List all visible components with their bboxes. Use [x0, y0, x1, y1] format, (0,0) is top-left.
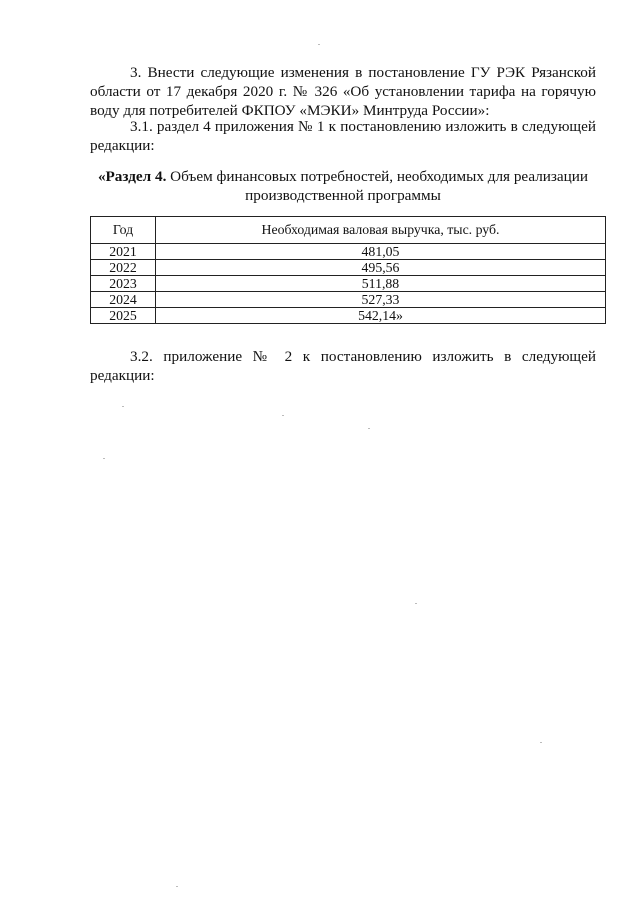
- paragraph-3: 3. Внести следующие изменения в постановление ГУ РЭК Рязанской области от 17 декабря 2020 г. № 326 «Об установлении тарифа на горячую воду для потребителей ФКПОУ «МЭКИ» Минтруда России»:: [90, 64, 596, 119]
- table-row: [91, 308, 606, 324]
- cell-year: 2021: [91, 244, 156, 260]
- cell-revenue: 527,33: [156, 292, 606, 308]
- cell-revenue: 495,56: [156, 260, 606, 276]
- cell-year: 2023: [91, 276, 156, 292]
- table-row: [91, 260, 606, 276]
- paragraph-3-1: 3.1. раздел 4 приложения № 1 к постановлению изложить в следующей редакции:: [90, 118, 596, 154]
- table-header-row: [91, 217, 606, 244]
- header-year: Год: [91, 217, 156, 244]
- paragraph-3-2: 3.2. приложение № 2 к постановлению изложить в следующей редакции:: [90, 348, 596, 384]
- scan-speck: [368, 428, 370, 429]
- cell-year: 2022: [91, 260, 156, 276]
- cell-year: 2024: [91, 292, 156, 308]
- scan-speck: [540, 742, 542, 743]
- scan-speck: [103, 458, 105, 459]
- table-row: [91, 244, 606, 260]
- section-title: Объем финансовых потребностей, необходимых для реализации производственной программы: [166, 168, 589, 204]
- table-row: [91, 276, 606, 292]
- scan-speck: [176, 886, 178, 887]
- section-heading: [90, 167, 596, 205]
- cell-revenue: 481,05: [156, 244, 606, 260]
- cell-revenue: 542,14»: [156, 308, 606, 324]
- header-revenue: Необходимая валовая выручка, тыс. руб.: [156, 217, 606, 244]
- scan-speck: [282, 415, 284, 416]
- scan-speck: [122, 406, 124, 407]
- scan-speck: [415, 603, 417, 604]
- table-row: [91, 292, 606, 308]
- cell-year: 2025: [91, 308, 156, 324]
- scan-speck: [318, 44, 320, 45]
- cell-revenue: 511,88: [156, 276, 606, 292]
- section-label: «Раздел 4.: [97, 168, 167, 185]
- financial-needs-table: [90, 216, 606, 324]
